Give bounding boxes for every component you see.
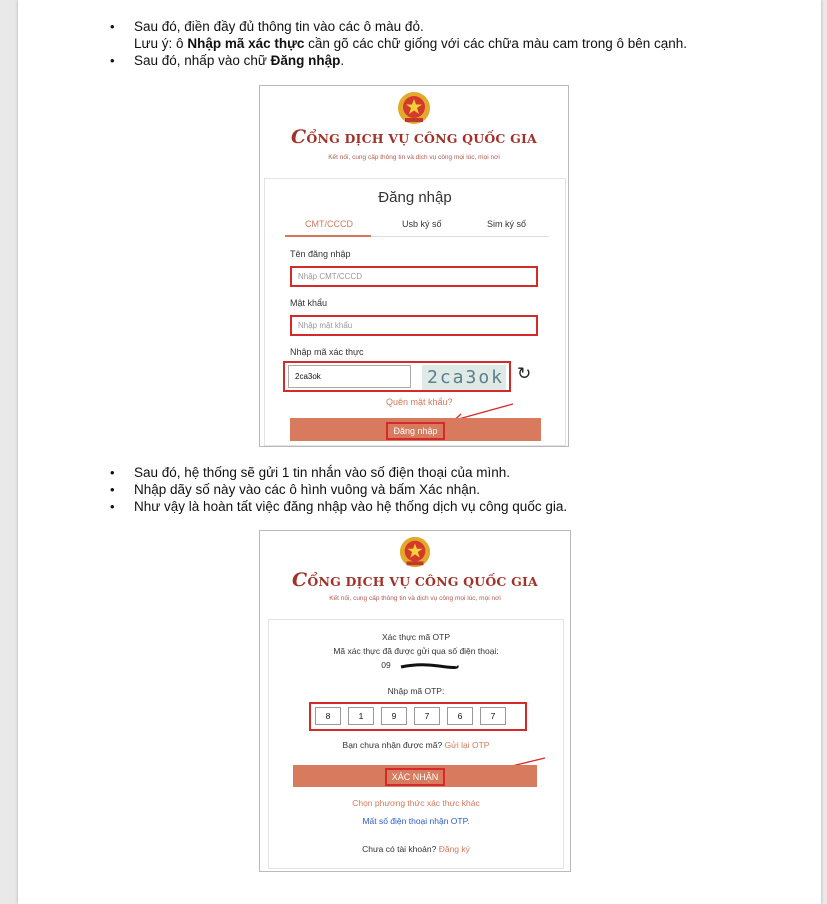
register-link[interactable]: Đăng ký (438, 844, 470, 854)
bullet-complete: • Như vậy là hoàn tất việc đăng nhập vào hệ thống dịch vụ công quốc gia. (110, 498, 567, 515)
otp-screenshot (259, 530, 571, 872)
captcha-label: Nhập mã xác thực (290, 347, 364, 357)
resend-line: Bạn chưa nhận được mã? Gửi lại OTP (342, 740, 490, 750)
note-captcha: Lưu ý: ô Nhập mã xác thực cần gõ các chữ giống với các chữa màu cam trong ô bên cạnh. (134, 36, 688, 51)
otp-digit-5[interactable]: 6 (447, 707, 473, 725)
otp-digit-4[interactable]: 7 (414, 707, 440, 725)
resend-otp-link[interactable]: Gửi lại OTP (444, 740, 490, 750)
refresh-icon[interactable]: ↻ (517, 364, 532, 383)
other-method-link[interactable]: Chọn phương thức xác thực khác (352, 798, 480, 808)
active-tab-indicator (285, 235, 371, 237)
portal-title: CỔNG DỊCH VỤ CÔNG QUỐC GIA (291, 126, 537, 148)
tab-sim[interactable]: Sim ký số (487, 219, 527, 229)
username-label: Tên đăng nhập (290, 249, 351, 259)
lost-phone-link[interactable]: Mất số điện thoại nhận OTP. (362, 816, 470, 826)
login-card (264, 178, 566, 446)
instructions-1 (110, 18, 687, 69)
otp-digit-3[interactable]: 9 (381, 707, 407, 725)
otp-heading: Xác thực mã OTP (381, 632, 451, 642)
login-screenshot (259, 85, 569, 447)
captcha-image: 2ca3ok (422, 365, 506, 390)
password-label: Mật khẩu (290, 298, 328, 308)
tab-usb[interactable]: Usb ký số (402, 219, 442, 229)
otp-digit-1[interactable]: 8 (315, 707, 341, 725)
otp-card (268, 619, 564, 869)
otp-digit-2[interactable]: 1 (348, 707, 374, 725)
portal-title: CỔNG DỊCH VỤ CÔNG QUỐC GIA (292, 569, 538, 591)
portal-subtitle: Kết nối, cung cấp thông tin và dịch vụ công mọi lúc, mọi nơi (329, 595, 501, 602)
confirm-button[interactable]: XÁC NHẬN (293, 765, 537, 787)
national-emblem-icon (398, 535, 432, 569)
captcha-input[interactable]: 2ca3ok (288, 365, 411, 388)
otp-inputs (315, 707, 506, 725)
password-input[interactable]: Nhập mật khẩu (290, 315, 538, 336)
otp-sent-text: Mã xác thực đã được gửi qua số điện thoại: (333, 646, 499, 656)
bullet-fill-fields: • Sau đó, điền đầy đủ thông tin vào các ô màu đỏ. (110, 18, 687, 35)
login-title: Đăng nhập (378, 189, 452, 206)
bullet-otp-sent: • Sau đó, hệ thống sẽ gửi 1 tin nhắn vào số điện thoại của mình. (110, 464, 567, 481)
redacted-phone-mark (399, 661, 459, 671)
username-input[interactable]: Nhập CMT/CCCD (290, 266, 538, 287)
forgot-password-link[interactable]: Quên mật khẩu? (386, 397, 453, 407)
instructions-2 (110, 464, 567, 515)
bullet-click-login: • Sau đó, nhấp vào chữ Đăng nhập. (110, 52, 687, 69)
document-page (18, 0, 821, 904)
register-line: Chưa có tài khoản? Đăng ký (362, 844, 470, 854)
phone-number: 09 (381, 660, 391, 670)
national-emblem-icon (396, 90, 432, 126)
bullet-enter-otp: • Nhập dãy số này vào các ô hình vuông và bấm Xác nhận. (110, 481, 567, 498)
otp-digit-6[interactable]: 7 (480, 707, 506, 725)
otp-label: Nhập mã OTP: (387, 686, 445, 696)
tab-cmt-cccd[interactable]: CMT/CCCD (305, 219, 353, 229)
portal-subtitle: Kết nối, cung cấp thông tin và dịch vụ công mọi lúc, mọi nơi (328, 154, 500, 161)
login-button[interactable]: Đăng nhập (290, 418, 541, 441)
